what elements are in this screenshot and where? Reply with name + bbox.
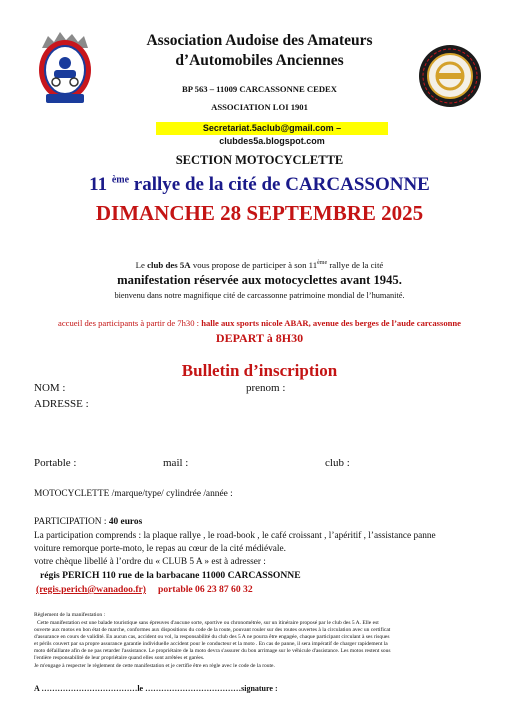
participation-includes-line1: La participation comprends : la plaque rallye , le road-book , le café croissant , l’apéritif , l’assistance panne bbox=[34, 531, 436, 541]
reglement-line: ouverte aux motos en bon état de marche, conformes aux dispositions du code de la route, pouvant rouler sur des routes ouvertes à la circulation avec un certificat bbox=[34, 627, 391, 634]
contact-phone-line bbox=[36, 584, 253, 595]
depart-time: DEPART à 8H30 bbox=[215, 331, 304, 345]
intro-line3: bienvenu dans notre magnifique cité de carcassonne patrimoine mondial de l’humanité. bbox=[114, 291, 405, 300]
intro-line1 bbox=[0, 260, 519, 270]
rallye-number: 11 bbox=[89, 174, 108, 195]
mail-label[interactable]: mail : bbox=[163, 457, 189, 469]
reglement-line: l'entière responsabilité de leur propriétaire quand elles sont arrêtées et garées. bbox=[34, 655, 205, 662]
intro-club: club des 5A bbox=[147, 260, 191, 270]
contact-email-link[interactable]: (regis.perich@wanadoo.fr) bbox=[36, 584, 147, 595]
accueil-place: halle aux sports nicole ABAR, avenue des berges de l’aude carcassonne bbox=[201, 318, 461, 328]
form-title: Bulletin d’inscription bbox=[181, 361, 338, 380]
intro-sup: ème bbox=[317, 260, 328, 267]
rallye-title bbox=[0, 174, 519, 196]
contact-phone: portable 06 23 87 60 32 bbox=[158, 584, 253, 595]
contact-line[interactable]: Secretariat.5aclub@gmail.com – clubdes5a.blogspot.com bbox=[156, 122, 388, 135]
adresse-label[interactable]: ADRESSE : bbox=[34, 398, 89, 410]
association-title-line1: Association Audoise des Amateurs bbox=[146, 32, 373, 49]
signature-line[interactable]: A ………………………………le ………………………………signature : bbox=[34, 684, 278, 693]
rallye-text: rallye de la cité de CARCASSONNE bbox=[133, 174, 430, 195]
contact-address: régis PERICH 110 rue de la barbacane 11000 CARCASSONNE bbox=[40, 570, 301, 581]
accueil-pre: accueil des participants à partir de 7h30 : bbox=[58, 318, 202, 328]
prenom-label[interactable]: prenom : bbox=[246, 382, 286, 394]
accueil-line bbox=[0, 318, 519, 328]
association-title bbox=[0, 31, 519, 71]
reglement-line: et périls couvert par sa propre assurance garantie individuelle accident pour le conducteur et la moto . En cas de panne, il sera impératif de charger rapidement la bbox=[34, 641, 388, 648]
section-title: SECTION MOTOCYCLETTE bbox=[175, 153, 344, 167]
event-date: DIMANCHE 28 SEPTEMBRE 2025 bbox=[95, 201, 424, 225]
association-type: ASSOCIATION LOI 1901 bbox=[211, 102, 308, 112]
participation-line bbox=[34, 517, 142, 527]
association-title-line2: d’Automobiles Anciennes bbox=[175, 52, 344, 69]
club-label[interactable]: club : bbox=[325, 457, 350, 469]
participation-label: PARTICIPATION : bbox=[34, 517, 109, 527]
reglement-line: Je m'engage à respecter le règlement de cette manifestation et je certifie être en règle avec le code de la route. bbox=[34, 662, 275, 669]
reglement-line: d'assurance en cours de validité. En aucun cas, accident ou vol, la responsabilité du club des 5 A ne pourra être engagée, chaque participant circulant à ses risques bbox=[34, 634, 390, 641]
reglement-line: Cette manifestation est une balade touristique sans épreuves d'aucune sorte, sportive ou chronométrée, sur un itinéraire proposé par le club des 5 A. Elle est bbox=[37, 620, 379, 626]
nom-label[interactable]: NOM : bbox=[34, 382, 66, 394]
rallye-ordinal: ème bbox=[111, 174, 130, 186]
reglement-text bbox=[34, 620, 486, 670]
intro-mid: vous propose de participer à son 11 bbox=[190, 260, 318, 270]
participation-value: 40 euros bbox=[108, 517, 143, 527]
reglement-title: Règlement de la manifestation : bbox=[34, 612, 106, 618]
motocyclette-label[interactable]: MOTOCYCLETTE /marque/type/ cylindrée /année : bbox=[34, 489, 233, 499]
association-address: BP 563 – 11009 CARCASSONNE CEDEX bbox=[182, 84, 337, 94]
portable-label[interactable]: Portable : bbox=[34, 457, 77, 469]
intro-post: rallye de la cité bbox=[327, 260, 384, 270]
reglement-line: moto défaillante afin de ne pas retarder l'assistance. Le propriétaire de la moto devra s'assurer du bon arrimage sur le véhicule d'assistance. Les motos restent sous bbox=[34, 648, 391, 655]
cheque-line: votre chèque libellé à l’ordre du « CLUB 5 A » est à adresser : bbox=[34, 557, 266, 567]
participation-includes-line2: voiture remorque porte-moto, le repas au cœur de la cité médiévale. bbox=[34, 544, 286, 554]
intro-pre: Le bbox=[135, 260, 148, 270]
intro-line2: manifestation réservée aux motocyclettes avant 1945. bbox=[117, 273, 402, 287]
